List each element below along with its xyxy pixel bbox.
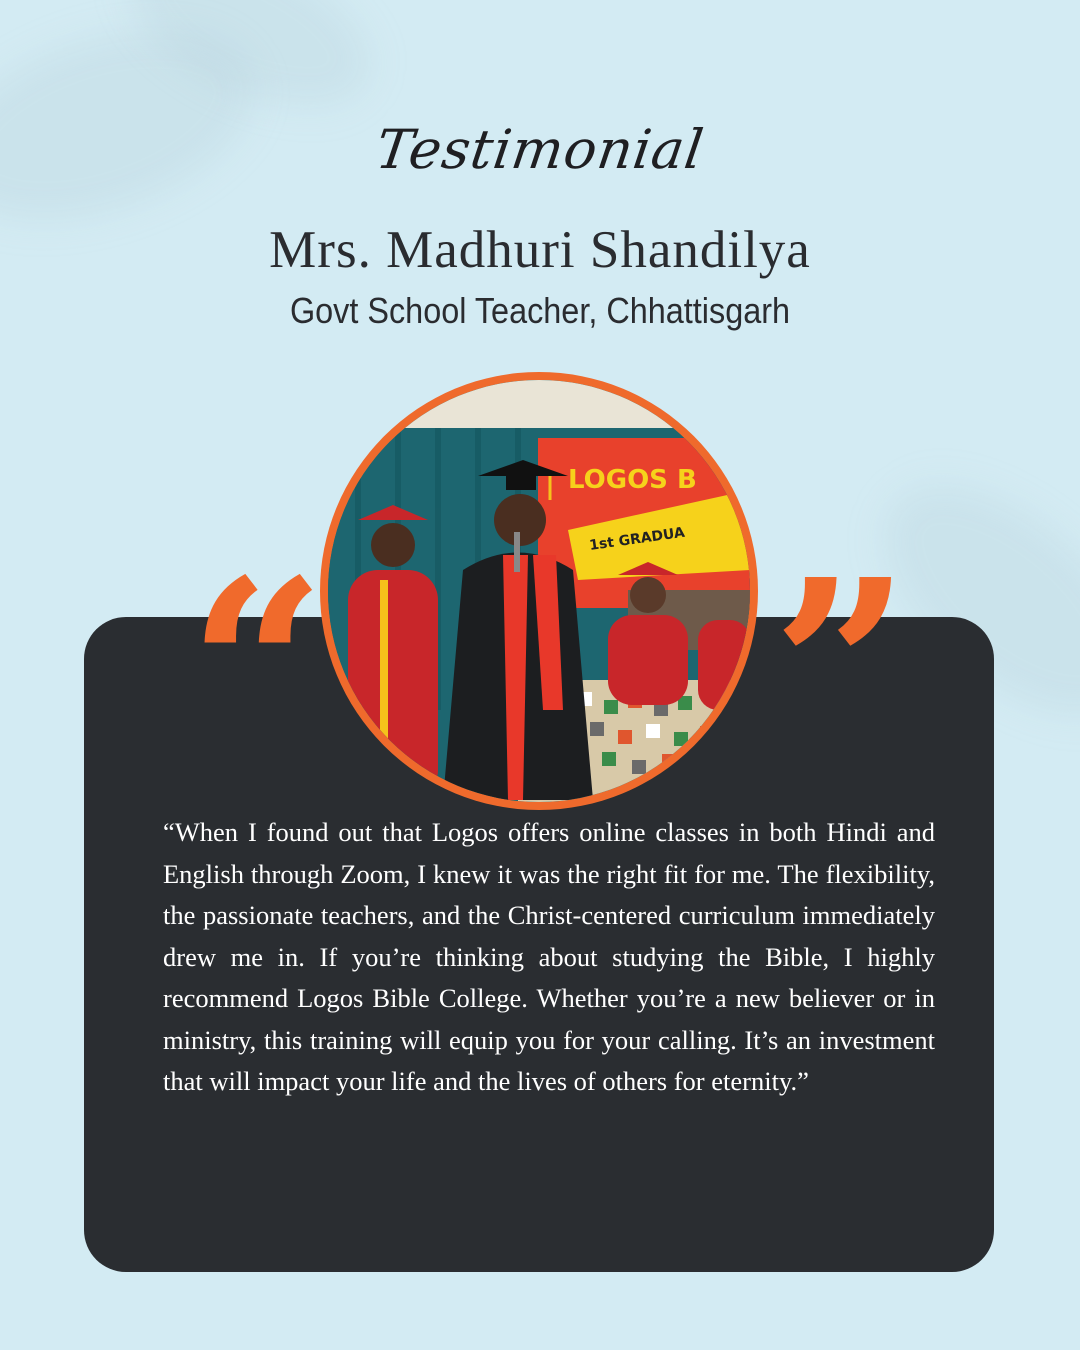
photo-frame — [320, 372, 758, 810]
banner-text: LOGOS B — [568, 465, 697, 495]
close-quote-icon: ” — [772, 527, 911, 809]
graduation-photo — [328, 380, 750, 802]
script-title: Testimonial — [372, 118, 708, 181]
testimonial-quote-text: “When I found out that Logos offers online classes in both Hindi and English through Zoom, I knew it was the right fit for me. The flexibility, the passionate teachers, and the Christ-centered curriculum immediately drew me in. If you’re thinking about studying the Bible, I highly recommend Logos Bible College. Whether you’re a new believer or in ministry, this training will equip you for your calling. It’s an investment that will impact your life and the lives of others for eternity.” — [163, 817, 935, 1096]
banner-subtext: 1st GRADUA — [588, 524, 686, 554]
person-role: Govt School Teacher, Chhattisgarh — [289, 290, 791, 331]
person-name: Mrs. Madhuri Shandilya — [269, 221, 811, 279]
open-quote-icon: “ — [188, 527, 327, 809]
